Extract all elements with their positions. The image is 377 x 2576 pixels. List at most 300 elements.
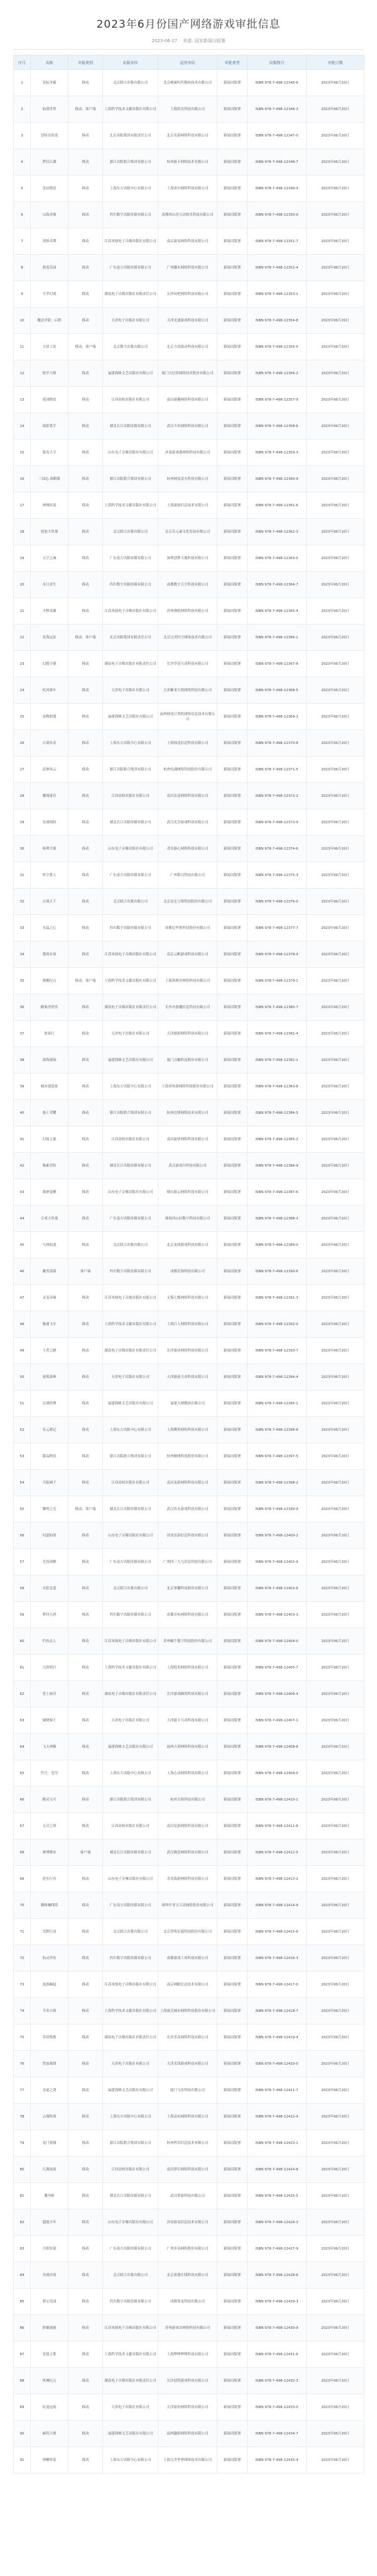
cell-category: 移动 (68, 175, 103, 202)
cell-category: 移动 (68, 492, 103, 519)
cell-publisher: 江西高校出版社有限公司 (103, 1813, 158, 1840)
cell-num: 73 (14, 1972, 31, 1998)
cell-date: 2023年06月20日 (307, 2421, 364, 2447)
cell-operator: 长沙创智游戏科技有限公司 (158, 2368, 217, 2394)
cell-publisher: 山东电子音像出版社有限公司 (103, 1179, 158, 1206)
cell-publisher: 天津电子出版社有限公司 (103, 1021, 158, 1047)
cell-isbn: ISBN 978-7-498-12376-0 (248, 889, 307, 915)
cell-isbn: ISBN 978-7-498-12349-4 (248, 175, 307, 202)
cell-approval-type: 新闻出版署 (217, 1179, 248, 1206)
cell-operator: 北京畅游时代数码技术有限公司 (158, 70, 217, 96)
cell-operator: 上海完美世界网络技术有限公司 (158, 2447, 217, 2473)
cell-name: 梦回大唐 (31, 1602, 68, 1628)
cell-approval-type: 新闻出版署 (217, 968, 248, 994)
cell-num: 28 (14, 783, 31, 809)
table-row (14, 2315, 364, 2341)
table-row (14, 994, 364, 1021)
cell-category: 移动 (68, 2421, 103, 2447)
table-row (14, 255, 364, 281)
cell-name: 百战天下 (31, 889, 68, 915)
cell-num: 5 (14, 175, 31, 202)
cell-name: 侠客行 (31, 1021, 68, 1047)
cell-category: 移动 (68, 1707, 103, 1734)
table-row (14, 1417, 364, 1443)
cell-category: 移动 (68, 915, 103, 941)
cell-operator: 长沙乐麦网络科技有限公司 (158, 2024, 217, 2051)
cell-operator: 上海益玩网络科技有限公司 (158, 2104, 217, 2130)
cell-approval-type: 新闻出版署 (217, 862, 248, 889)
cell-approval-type: 新闻出版署 (217, 2130, 248, 2157)
cell-date: 2023年06月20日 (307, 2262, 364, 2289)
table-row (14, 572, 364, 598)
cell-num: 36 (14, 994, 31, 1021)
table-header-row (14, 55, 364, 70)
header-date: 审批日期 (307, 55, 364, 70)
table-row (14, 228, 364, 255)
cell-publisher: 江苏凤凰电子音像出版社有限公司 (103, 941, 158, 968)
cell-isbn: ISBN 978-7-498-12396-8 (248, 1417, 307, 1443)
cell-category: 移动 (68, 1417, 103, 1443)
cell-name: 星辰物语 (31, 175, 68, 202)
cell-approval-type: 新闻出版署 (217, 783, 248, 809)
cell-category: 移动 (68, 2447, 103, 2473)
cell-approval-type: 新闻出版署 (217, 70, 248, 96)
cell-name: 魔法学院：启程 (31, 308, 68, 334)
cell-isbn: ISBN 978-7-498-12404-0 (248, 1628, 307, 1655)
cell-operator: 深圳中青宝互动网络股份有限公司 (158, 1892, 217, 1919)
cell-operator: 青岛游心网络科技有限公司 (158, 836, 217, 862)
cell-num: 51 (14, 1391, 31, 1417)
table-row (14, 1047, 364, 1074)
cell-publisher: 北京数字出版有限公司 (103, 334, 158, 360)
cell-num: 22 (14, 625, 31, 651)
cell-publisher: 福建海峡文艺出版社有限公司 (103, 1047, 158, 1074)
cell-date: 2023年06月20日 (307, 1443, 364, 1470)
cell-category: 移动 (68, 1232, 103, 1258)
cell-date: 2023年06月20日 (307, 255, 364, 281)
cell-operator: 广州银汉科技有限公司 (158, 862, 217, 889)
cell-approval-type: 新闻出版署 (217, 255, 248, 281)
cell-operator: 北京完美时空网络技术有限公司 (158, 625, 217, 651)
cell-operator: 苏州叠纸网络科技有限公司 (158, 598, 217, 625)
cell-approval-type: 新闻出版署 (217, 123, 248, 149)
cell-category: 移动 (68, 2394, 103, 2421)
cell-num: 80 (14, 2157, 31, 2183)
table-row (14, 1126, 364, 1153)
cell-category: 移动 (68, 1919, 103, 1945)
cell-isbn: ISBN 978-7-498-12422-4 (248, 2104, 307, 2130)
table-row (14, 2236, 364, 2262)
cell-name: 方块工坊 (31, 334, 68, 360)
cell-num: 72 (14, 1945, 31, 1972)
cell-publisher: 四川数字出版传媒有限公司 (103, 1945, 158, 1972)
cell-num: 60 (14, 1628, 31, 1655)
cell-isbn: ISBN 978-7-498-12400-2 (248, 1523, 307, 1549)
table-row (14, 730, 364, 757)
cell-approval-type: 新闻出版署 (217, 889, 248, 915)
cell-date: 2023年06月20日 (307, 1813, 364, 1840)
table-row (14, 2157, 364, 2183)
table-row (14, 862, 364, 889)
cell-operator: 杭州哲信信息技术有限公司 (158, 2130, 217, 2157)
cell-name: 月影传说 (31, 2236, 68, 2262)
cell-operator: 成都数字天空科技有限公司 (158, 572, 217, 598)
cell-operator: 上海软星科技有限公司 (158, 96, 217, 123)
cell-date: 2023年06月20日 (307, 70, 364, 96)
cell-isbn: ISBN 978-7-498-12434-7 (248, 2421, 307, 2447)
cell-num: 55 (14, 1496, 31, 1523)
approvals-table (13, 55, 364, 2473)
cell-num: 77 (14, 2077, 31, 2104)
cell-publisher: 江苏凤凰电子音像出版社有限公司 (103, 228, 158, 255)
cell-date: 2023年06月20日 (307, 2315, 364, 2341)
cell-approval-type: 新闻出版署 (217, 466, 248, 492)
table-row (14, 1285, 364, 1311)
cell-isbn: ISBN 978-7-498-12361-6 (248, 492, 307, 519)
table-row (14, 1206, 364, 1232)
cell-operator: 北京蓝港在线科技有限公司 (158, 2262, 217, 2289)
cell-name: 星海远征 (31, 625, 68, 651)
cell-isbn: ISBN 978-7-498-12402-6 (248, 1575, 307, 1602)
cell-approval-type: 新闻出版署 (217, 1443, 248, 1470)
cell-category: 移动 (68, 149, 103, 175)
cell-date: 2023年06月20日 (307, 1549, 364, 1575)
publish-source: 来源: 国家新闻出版署 (183, 38, 226, 43)
cell-category: 移动 (68, 2077, 103, 2104)
cell-category: 移动 (68, 1021, 103, 1047)
cell-operator: 杭州电魂网络科技股份有限公司 (158, 757, 217, 783)
cell-category: 移动 (68, 836, 103, 862)
cell-category: 移动、客户端 (68, 1496, 103, 1523)
cell-num: 14 (14, 413, 31, 440)
table-row (14, 836, 364, 862)
cell-num: 7 (14, 228, 31, 255)
cell-isbn: ISBN 978-7-498-12369-2 (248, 704, 307, 730)
cell-operator: 上海游族信息技术有限公司 (158, 492, 217, 519)
cell-approval-type: 新闻出版署 (217, 1100, 248, 1126)
cell-date: 2023年06月20日 (307, 1787, 364, 1813)
cell-publisher: 天津电子出版社有限公司 (103, 2394, 158, 2421)
cell-approval-type: 新闻出版署 (217, 96, 248, 123)
cell-isbn: ISBN 978-7-498-12367-8 (248, 651, 307, 677)
cell-date: 2023年06月20日 (307, 387, 364, 413)
cell-approval-type: 新闻出版署 (217, 994, 248, 1021)
cell-approval-type: 新闻出版署 (217, 1391, 248, 1417)
cell-category: 移动 (68, 1892, 103, 1919)
table-row (14, 149, 364, 175)
cell-name: 冒险岛传说 (31, 123, 68, 149)
cell-approval-type: 新闻出版署 (217, 625, 248, 651)
cell-num: 66 (14, 1787, 31, 1813)
cell-num: 26 (14, 730, 31, 757)
cell-operator: 深圳创梦天地科技有限公司 (158, 545, 217, 572)
table-row (14, 1575, 364, 1602)
cell-category: 移动 (68, 466, 103, 492)
cell-category: 移动 (68, 2368, 103, 2394)
cell-operator: 上海波克城市网络科技股份有限公司 (158, 1998, 217, 2024)
table-row (14, 70, 364, 96)
cell-category: 移动 (68, 1998, 103, 2024)
cell-category: 移动 (68, 1972, 103, 1998)
cell-date: 2023年06月20日 (307, 862, 364, 889)
cell-num: 44 (14, 1206, 31, 1232)
cell-category: 移动 (68, 757, 103, 783)
cell-operator: 杭州游卡网络技术有限公司 (158, 149, 217, 175)
table-row (14, 1074, 364, 1100)
cell-isbn: ISBN 978-7-498-12374-6 (248, 836, 307, 862)
header-publisher: 出版单位 (103, 55, 158, 70)
cell-approval-type: 新闻出版署 (217, 1787, 248, 1813)
cell-isbn: ISBN 978-7-498-12435-4 (248, 2447, 307, 2473)
table-row (14, 1760, 364, 1787)
cell-publisher: 上海东方出版中心有限公司 (103, 2104, 158, 2130)
table-row (14, 704, 364, 730)
cell-approval-type: 新闻出版署 (217, 730, 248, 757)
cell-name: 九州仙途 (31, 1232, 68, 1258)
cell-date: 2023年06月20日 (307, 2130, 364, 2157)
cell-category: 移动 (68, 2262, 103, 2289)
cell-isbn: ISBN 978-7-498-12398-2 (248, 1470, 307, 1496)
cell-name: 精灵宝可 (31, 1787, 68, 1813)
cell-isbn: ISBN 978-7-498-12364-7 (248, 572, 307, 598)
cell-operator: 南京游易网络科技有限公司 (158, 228, 217, 255)
cell-approval-type: 新闻出版署 (217, 598, 248, 625)
cell-approval-type: 新闻出版署 (217, 1866, 248, 1892)
cell-date: 2023年06月20日 (307, 1945, 364, 1972)
cell-category: 客户端 (68, 1840, 103, 1866)
cell-isbn: ISBN 978-7-498-12390-6 (248, 1258, 307, 1285)
cell-date: 2023年06月20日 (307, 1391, 364, 1417)
cell-approval-type: 新闻出版署 (217, 440, 248, 466)
cell-num: 27 (14, 757, 31, 783)
cell-approval-type: 新闻出版署 (217, 1126, 248, 1153)
cell-publisher: 浙江出版联合集团有限公司 (103, 757, 158, 783)
cell-num: 50 (14, 1364, 31, 1391)
cell-name: 麻将大赛 (31, 2421, 68, 2447)
table-row (14, 1866, 364, 1892)
cell-category: 移动 (68, 651, 103, 677)
table-row (14, 96, 364, 123)
cell-date: 2023年06月20日 (307, 2289, 364, 2315)
cell-date: 2023年06月20日 (307, 1681, 364, 1707)
cell-publisher: 江苏凤凰电子音像出版社有限公司 (103, 1285, 158, 1311)
cell-category: 移动 (68, 1655, 103, 1681)
cell-isbn: ISBN 978-7-498-12431-6 (248, 2341, 307, 2368)
table-row (14, 1602, 364, 1628)
table-row (14, 202, 364, 228)
cell-isbn: ISBN 978-7-498-12352-4 (248, 255, 307, 281)
table-row (14, 2447, 364, 2473)
cell-name: 剑侠奇谭 (31, 228, 68, 255)
cell-approval-type: 新闻出版署 (217, 1338, 248, 1364)
table-row (14, 1338, 364, 1364)
table-row (14, 1470, 364, 1496)
cell-publisher: 四川数字出版传媒有限公司 (103, 915, 158, 941)
table-body (14, 70, 364, 2473)
cell-operator: 苏州游戏谷网络科技有限公司 (158, 2315, 217, 2341)
cell-date: 2023年06月20日 (307, 2104, 364, 2130)
cell-isbn: ISBN 978-7-498-12421-7 (248, 2077, 307, 2104)
cell-approval-type: 新闻出版署 (217, 1047, 248, 1074)
cell-isbn: ISBN 978-7-498-12424-8 (248, 2157, 307, 2183)
cell-operator: 上海莉莉丝网络科技有限公司 (158, 968, 217, 994)
cell-date: 2023年06月20日 (307, 1919, 364, 1945)
cell-approval-type: 新闻出版署 (217, 1074, 248, 1100)
cell-approval-type: 新闻出版署 (217, 1840, 248, 1866)
table-row (14, 1655, 364, 1681)
cell-publisher: 四川数字出版传媒有限公司 (103, 572, 158, 598)
table-row (14, 1232, 364, 1258)
cell-category: 移动 (68, 809, 103, 836)
table-row (14, 281, 364, 308)
cell-category: 移动 (68, 2157, 103, 2183)
cell-isbn: ISBN 978-7-498-12409-5 (248, 1760, 307, 1787)
cell-operator: 天津光线游戏科技有限公司 (158, 2051, 217, 2077)
cell-date: 2023年06月20日 (307, 2368, 364, 2394)
cell-approval-type: 新闻出版署 (217, 1470, 248, 1496)
cell-category: 移动 (68, 1285, 103, 1311)
cell-publisher: 山东电子音像出版社有限公司 (103, 1523, 158, 1549)
table-row (14, 2024, 364, 2051)
table-row (14, 545, 364, 572)
cell-num: 83 (14, 2236, 31, 2262)
cell-date: 2023年06月20日 (307, 1972, 364, 1998)
table-row (14, 2077, 364, 2104)
cell-approval-type: 新闻出版署 (217, 1892, 248, 1919)
cell-num: 39 (14, 1074, 31, 1100)
cell-approval-type: 新闻出版署 (217, 2289, 248, 2315)
cell-num: 48 (14, 1311, 31, 1338)
cell-publisher: 四川数字出版传媒有限公司 (103, 1602, 158, 1628)
header-name: 名称 (31, 55, 68, 70)
cell-approval-type: 新闻出版署 (217, 651, 248, 677)
cell-approval-type: 新闻出版署 (217, 281, 248, 308)
cell-name: 破晓骑士 (31, 1707, 68, 1734)
cell-date: 2023年06月20日 (307, 1470, 364, 1496)
cell-date: 2023年06月20日 (307, 994, 364, 1021)
cell-isbn: ISBN 978-7-498-12412-5 (248, 1840, 307, 1866)
cell-category: 移动 (68, 1047, 103, 1074)
cell-name: 魔导师 (31, 2183, 68, 2209)
table-row (14, 1892, 364, 1919)
cell-approval-type: 新闻出版署 (217, 2236, 248, 2262)
cell-publisher: 浙江出版联合集团有限公司 (103, 1100, 158, 1126)
cell-date: 2023年06月20日 (307, 598, 364, 625)
cell-num: 19 (14, 545, 31, 572)
cell-num: 84 (14, 2262, 31, 2289)
cell-approval-type: 新闻出版署 (217, 2262, 248, 2289)
cell-num: 38 (14, 1047, 31, 1074)
cell-publisher: 浙江出版联合集团有限公司 (103, 2130, 158, 2157)
cell-operator: 上海冰川网络科技有限公司 (158, 175, 217, 202)
cell-name: 料理大师 (31, 836, 68, 862)
cell-approval-type: 新闻出版署 (217, 2051, 248, 2077)
cell-approval-type: 新闻出版署 (217, 2394, 248, 2421)
cell-approval-type: 新闻出版署 (217, 149, 248, 175)
cell-name: 仙灵外传 (31, 1945, 68, 1972)
cell-name: 节奏大师 (31, 1998, 68, 2024)
table-row (14, 2368, 364, 2394)
cell-operator: 天津鼎游网络科技有限公司 (158, 1021, 217, 1047)
cell-num: 23 (14, 651, 31, 677)
cell-approval-type: 新闻出版署 (217, 1945, 248, 1972)
cell-category: 移动 (68, 1206, 103, 1232)
cell-category: 移动 (68, 1628, 103, 1655)
cell-name: 甜品物语 (31, 1443, 68, 1470)
cell-num: 85 (14, 2289, 31, 2315)
cell-category: 移动 (68, 1311, 103, 1338)
cell-name: 天涯明月 (31, 1655, 68, 1681)
header-isbn: 出版物号 (248, 55, 307, 70)
cell-category: 移动 (68, 1100, 103, 1126)
cell-date: 2023年06月20日 (307, 123, 364, 149)
cell-publisher: 江西高校出版社有限公司 (103, 2157, 158, 2183)
cell-approval-type: 新闻出版署 (217, 202, 248, 228)
cell-approval-type: 新闻出版署 (217, 2209, 248, 2236)
table-row (14, 889, 364, 915)
cell-approval-type: 新闻出版署 (217, 1206, 248, 1232)
table-row (14, 651, 364, 677)
cell-category: 移动 (68, 2209, 103, 2236)
cell-name: 古剑传奇 (31, 730, 68, 757)
cell-date: 2023年06月20日 (307, 1364, 364, 1391)
cell-date: 2023年06月20日 (307, 360, 364, 387)
cell-category: 移动、客户端 (68, 625, 103, 651)
cell-date: 2023年06月20日 (307, 2077, 364, 2104)
cell-num: 86 (14, 2315, 31, 2341)
cell-date: 2023年06月20日 (307, 915, 364, 941)
table-row (14, 1364, 364, 1391)
cell-date: 2023年06月20日 (307, 2183, 364, 2209)
cell-date: 2023年06月20日 (307, 1206, 364, 1232)
table-row (14, 519, 364, 545)
cell-isbn: ISBN 978-7-498-12386-9 (248, 1153, 307, 1179)
meta-separator (178, 38, 181, 43)
cell-publisher: 四川数字出版传媒有限公司 (103, 1258, 158, 1285)
cell-approval-type: 新闻出版署 (217, 704, 248, 730)
cell-isbn: ISBN 978-7-498-12411-8 (248, 1813, 307, 1840)
cell-publisher: 北京联合出版有限公司 (103, 1232, 158, 1258)
cell-publisher: 天津电子出版社有限公司 (103, 2051, 158, 2077)
cell-num: 54 (14, 1470, 31, 1496)
cell-approval-type: 新闻出版署 (217, 545, 248, 572)
cell-category: 移动 (68, 730, 103, 757)
cell-operator: 武汉斗鱼网络科技有限公司 (158, 413, 217, 440)
cell-isbn: ISBN 978-7-498-12413-2 (248, 1866, 307, 1892)
cell-num: 6 (14, 202, 31, 228)
cell-publisher: 上海东方出版中心有限公司 (103, 1417, 158, 1443)
cell-approval-type: 新闻出版署 (217, 334, 248, 360)
cell-num: 59 (14, 1602, 31, 1628)
cell-name: 王者之路 (31, 1338, 68, 1364)
cell-operator: 杭州顺网科技股份有限公司 (158, 1443, 217, 1470)
cell-date: 2023年06月20日 (307, 677, 364, 704)
cell-publisher: 浙江出版联合集团有限公司 (103, 149, 158, 175)
table-row (14, 360, 364, 387)
cell-isbn: ISBN 978-7-498-12377-7 (248, 915, 307, 941)
cell-date: 2023年06月20日 (307, 308, 364, 334)
cell-publisher: 广东南方出版传媒有限公司 (103, 1549, 158, 1575)
cell-operator: 南京网眼信息技术有限公司 (158, 1972, 217, 1998)
cell-publisher: 广东南方出版传媒有限公司 (103, 862, 158, 889)
cell-num: 40 (14, 1100, 31, 1126)
table-row (14, 757, 364, 783)
cell-approval-type: 新闻出版署 (217, 1972, 248, 1998)
cell-category: 移动 (68, 2024, 103, 2051)
cell-category: 移动 (68, 70, 103, 96)
table-row (14, 1681, 364, 1707)
page-title: 2023年6月份国产网络游戏审批信息 (96, 18, 281, 31)
